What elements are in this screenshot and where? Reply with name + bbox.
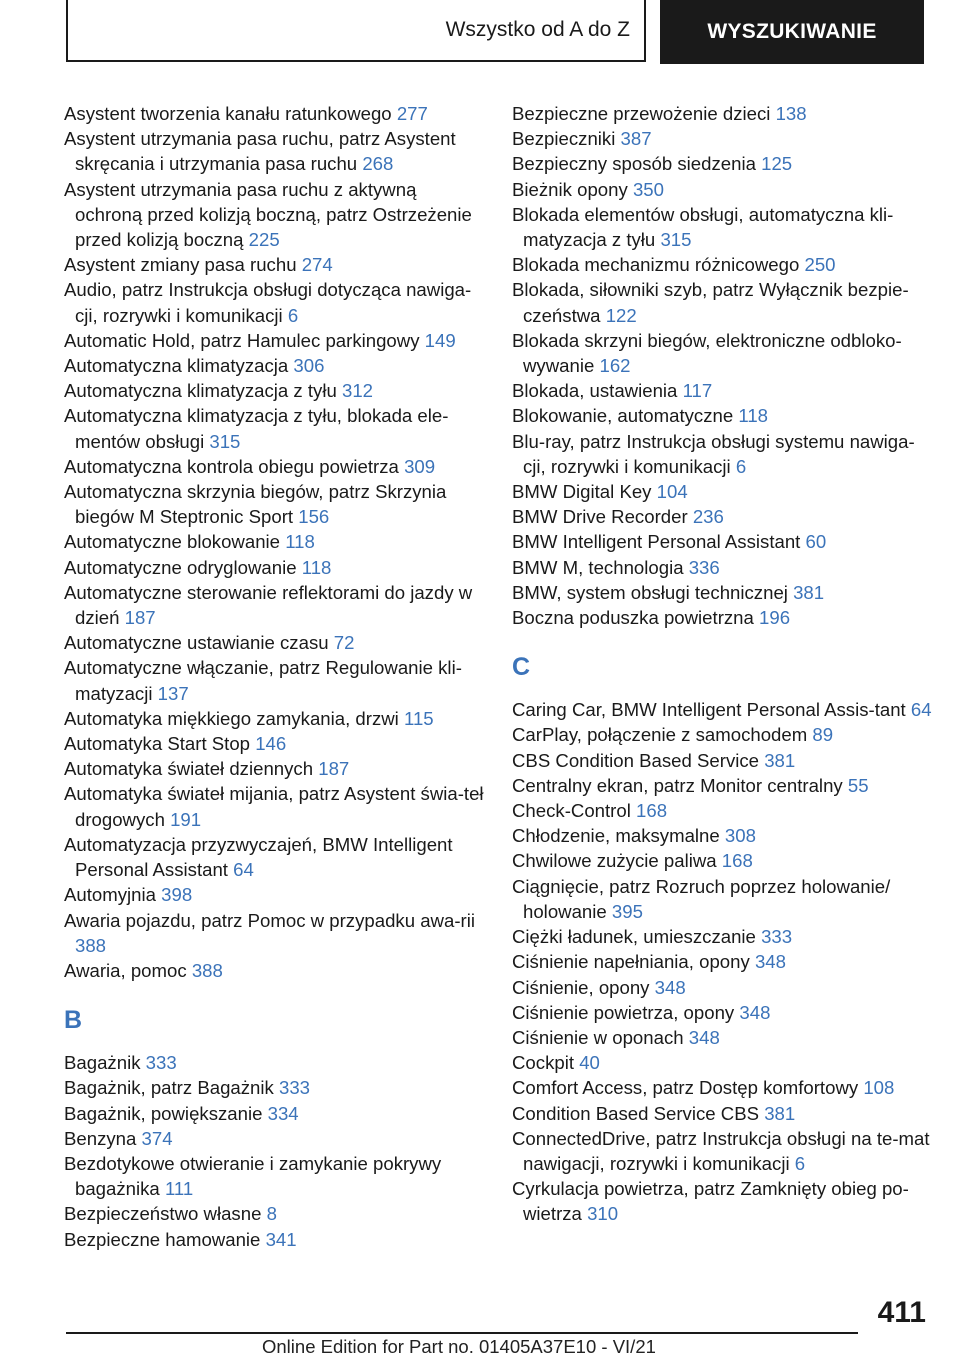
- index-entry: [64, 706, 484, 731]
- index-page-link[interactable]: 333: [279, 1077, 311, 1099]
- index-entry: [512, 479, 932, 504]
- index-page-link[interactable]: 236: [692, 506, 724, 528]
- index-entry-text: Bezdotykowe otwieranie i zamykanie pokrywy bagażnika: [64, 1152, 442, 1200]
- index-page-link[interactable]: 395: [611, 900, 643, 922]
- index-entry: [64, 580, 484, 630]
- index-entry-text: Awaria, pomoc: [64, 959, 187, 981]
- index-entry-text: BMW Drive Recorder: [512, 506, 688, 528]
- index-entry: [512, 874, 932, 924]
- index-entry: [64, 529, 484, 554]
- index-entry: [64, 630, 484, 655]
- index-entry-text: Automatyczna klimatyzacja z tyłu: [64, 380, 337, 402]
- index-entry-text: Automatyczna klimatyzacja: [64, 355, 289, 377]
- index-entry: [512, 151, 932, 176]
- index-page-link[interactable]: 274: [301, 254, 333, 276]
- index-entry: [512, 1176, 932, 1226]
- index-entry-text: BMW, system obsługi technicznej: [512, 581, 788, 603]
- index-entry: [512, 975, 932, 1000]
- index-page-link[interactable]: 312: [341, 380, 374, 402]
- index-entry: [64, 101, 484, 126]
- index-entry: [512, 126, 932, 151]
- index-entry-text: Audio, patrz Instrukcja obsługi dotycząca nawiga-cji, rozrywki i komunikacji: [64, 279, 472, 326]
- index-page-link[interactable]: 122: [605, 304, 637, 326]
- index-page-link[interactable]: 348: [654, 976, 686, 998]
- index-entry: [64, 403, 484, 453]
- index-page-link[interactable]: 146: [255, 733, 287, 755]
- index-page-link[interactable]: 398: [161, 884, 193, 906]
- index-entry-text: Automatyka Start Stop: [64, 733, 251, 755]
- index-entry-text: Chłodzenie, maksymalne: [512, 825, 720, 847]
- index-entry-text: Automatyczne odryglowanie: [64, 556, 297, 578]
- index-page-link[interactable]: 137: [157, 682, 189, 704]
- index-entry: [64, 908, 484, 958]
- index-entry-text: Asystent zmiany pasa ruchu: [64, 254, 297, 276]
- footer-divider: [66, 1332, 858, 1334]
- index-entry: [512, 1025, 932, 1050]
- index-entry: [512, 605, 932, 630]
- index-entry: [512, 429, 932, 479]
- index-page-link[interactable]: 64: [910, 699, 932, 721]
- index-entry-text: CBS Condition Based Service: [512, 749, 760, 771]
- index-entry-text: Check-Control: [512, 800, 631, 822]
- index-entry-text: BMW M, technologia: [512, 556, 684, 578]
- index-entry-text: Automatyzacja przyzwyczajeń, BMW Intelligent Personal Assistant: [64, 833, 453, 881]
- index-entry-text: Cockpit: [512, 1052, 575, 1074]
- index-entry: [512, 722, 932, 747]
- index-page-link[interactable]: 118: [301, 556, 332, 578]
- index-entry: [512, 378, 932, 403]
- index-entry: [64, 555, 484, 580]
- index-page-link[interactable]: 381: [764, 749, 796, 771]
- index-entry-text: Blokada mechanizmu różnicowego: [512, 254, 800, 276]
- index-page-link[interactable]: 310: [587, 1203, 619, 1225]
- index-entry: [64, 832, 484, 882]
- index-page-link[interactable]: 341: [265, 1228, 297, 1250]
- index-entry-text: Asystent tworzenia kanału ratunkowego: [64, 103, 392, 124]
- index-page-link[interactable]: 350: [632, 178, 664, 200]
- index-page-link[interactable]: 125: [761, 153, 793, 175]
- index-entry-text: ConnectedDrive, patrz Instrukcja obsługi na te-mat nawigacji, rozrywki i komunikacji: [512, 1127, 930, 1174]
- index-entry-text: Cyrkulacja powietrza, patrz Zamknięty obieg po-wietrza: [512, 1178, 909, 1225]
- index-entry-text: Boczna poduszka powietrzna: [512, 607, 754, 629]
- footer-edition: Online Edition for Part no. 01405A37E10 - VI/21: [262, 1336, 656, 1357]
- index-entry: [64, 655, 484, 705]
- index-entry-text: BMW Intelligent Personal Assistant: [512, 531, 801, 553]
- index-page-link[interactable]: 333: [145, 1052, 177, 1074]
- index-page-link[interactable]: 118: [285, 531, 315, 553]
- index-page-link[interactable]: 306: [293, 355, 325, 377]
- index-entry: [64, 126, 484, 176]
- index-entry: [64, 328, 484, 353]
- index-entry: [512, 177, 932, 202]
- index-entry-text: Automyjnia: [64, 884, 156, 906]
- index-page-link[interactable]: 40: [579, 1052, 600, 1074]
- index-entry: [64, 353, 484, 378]
- index-page-link[interactable]: 168: [636, 800, 668, 822]
- index-entry: [512, 1000, 932, 1025]
- index-entry: [512, 504, 932, 529]
- index-page-link[interactable]: 168: [721, 850, 753, 872]
- index-entry: [64, 731, 484, 756]
- index-entry: [512, 202, 932, 252]
- index-page-link[interactable]: 315: [209, 430, 241, 452]
- index-page-link[interactable]: 138: [775, 103, 807, 124]
- index-entry: [64, 1227, 484, 1252]
- index-entry: [512, 101, 932, 126]
- index-entry-text: Benzyna: [64, 1127, 137, 1149]
- index-page-link[interactable]: 149: [424, 329, 456, 351]
- index-entry-text: Automatyczne sterowanie reflektorami do jazdy w dzień: [64, 581, 473, 629]
- index-page-link[interactable]: 117: [682, 380, 713, 402]
- index-entry-text: Automatyczne blokowanie: [64, 531, 281, 553]
- index-entry-text: Bezpieczeństwo własne: [64, 1203, 262, 1225]
- index-page-link[interactable]: 72: [333, 632, 355, 654]
- index-entry-text: Automatyczne włączanie, patrz Regulowanie kli-matyzacji: [64, 657, 462, 704]
- index-entry: [64, 454, 484, 479]
- index-entry-text: Ciężki ładunek, umieszczanie: [512, 926, 756, 948]
- index-entry: [64, 1101, 484, 1126]
- index-entry-text: Asystent utrzymania pasa ruchu, patrz Asystent skręcania i utrzymania pasa ruchu: [64, 128, 456, 175]
- index-entry: [512, 580, 932, 605]
- index-entry-text: Asystent utrzymania pasa ruchu z aktywną ochroną przed kolizją boczną, patrz Ostrzeżenie przed kolizją boczną: [64, 178, 472, 251]
- index-page-link[interactable]: 348: [688, 1026, 720, 1048]
- index-entry: [512, 773, 932, 798]
- index-entry: [64, 756, 484, 781]
- index-entry-text: Comfort Access, patrz Dostęp komfortowy: [512, 1077, 859, 1099]
- index-page-link[interactable]: 333: [761, 926, 793, 948]
- index-page-link[interactable]: 381: [764, 1102, 796, 1124]
- index-page-link[interactable]: 6: [287, 304, 299, 326]
- index-entry: [64, 958, 484, 983]
- index-page-link[interactable]: 308: [724, 825, 756, 847]
- section-title: Wszystko od A do Z: [445, 18, 630, 41]
- search-tab[interactable]: [660, 0, 924, 64]
- index-page-link[interactable]: 108: [863, 1077, 895, 1099]
- index-page-link[interactable]: 225: [248, 229, 280, 251]
- index-entry: [512, 949, 932, 974]
- index-entry-text: Automatyka świateł mijania, patrz Asystent świa-teł drogowych: [64, 783, 484, 830]
- index-entry-text: Automatyka miękkiego zamykania, drzwi: [64, 707, 399, 729]
- index-entry-text: Ciśnienie, opony: [512, 976, 650, 998]
- index-entry: [512, 697, 932, 722]
- index-page-link[interactable]: 6: [735, 455, 747, 477]
- index-entry: [64, 781, 484, 831]
- index-entry: [512, 798, 932, 823]
- index-entry-text: Automatic Hold, patrz Hamulec parkingowy: [64, 329, 420, 351]
- index-page-link[interactable]: 55: [847, 774, 869, 796]
- index-entry-text: Ciśnienie napełniania, opony: [512, 951, 750, 973]
- index-entry: [512, 529, 932, 554]
- index-page-link[interactable]: 374: [141, 1127, 173, 1149]
- index-page-link[interactable]: 8: [266, 1203, 277, 1225]
- index-entry: [64, 479, 484, 529]
- index-entry-text: Bagażnik, patrz Bagażnik: [64, 1077, 274, 1099]
- index-letter-heading: B: [64, 1006, 83, 1035]
- section-title-tab[interactable]: [66, 0, 646, 62]
- index-entry: [64, 252, 484, 277]
- index-entry-text: Automatyczna skrzynia biegów, patrz Skrzynia biegów M Steptronic Sport: [64, 481, 447, 528]
- page-header: [66, 0, 924, 64]
- index-page-link[interactable]: 336: [688, 556, 720, 578]
- index-entry-text: Ciągnięcie, patrz Rozruch poprzez holowanie/ holowanie: [512, 875, 891, 922]
- index-column-left: [64, 101, 484, 1252]
- index-entry-text: Blokada elementów obsługi, automatyczna kli-matyzacja z tyłu: [512, 203, 894, 251]
- index-entry-text: Bieżnik opony: [512, 178, 628, 200]
- index-page-link[interactable]: 388: [75, 934, 107, 956]
- index-page-link[interactable]: 187: [318, 758, 350, 780]
- index-entry-text: Bezpieczne przewożenie dzieci: [512, 103, 771, 124]
- index-page-link[interactable]: 118: [738, 405, 769, 427]
- index-page-link[interactable]: 250: [804, 254, 836, 276]
- page-number: 411: [877, 1296, 926, 1329]
- index-page-link[interactable]: 60: [805, 531, 827, 553]
- index-entry: [512, 252, 932, 277]
- index-entry: [512, 328, 932, 378]
- index-entry: [64, 1075, 484, 1100]
- index-entry-text: Automatyczna kontrola obiegu powietrza: [64, 455, 399, 477]
- index-entry: [512, 748, 932, 773]
- index-entry-text: Blokada skrzyni biegów, elektroniczne odbloko-wywanie: [512, 329, 902, 377]
- index-entry-text: BMW Digital Key: [512, 481, 652, 503]
- index-entry-text: Blu-ray, patrz Instrukcja obsługi systemu nawiga-cji, rozrywki i komunikacji: [512, 430, 915, 477]
- index-entry: [64, 177, 484, 253]
- index-entry-text: Bezpieczne hamowanie: [64, 1228, 261, 1250]
- index-page-link[interactable]: 191: [170, 808, 202, 830]
- index-entry: [512, 403, 932, 428]
- index-entry-text: Caring Car, BMW Intelligent Personal Assis-tant: [512, 699, 906, 721]
- index-entry: [512, 277, 932, 327]
- index-page-link[interactable]: 334: [267, 1102, 299, 1124]
- index-entry: [64, 1151, 484, 1201]
- index-entry-text: Ciśnienie powietrza, opony: [512, 1001, 735, 1023]
- index-entry-text: Centralny ekran, patrz Monitor centralny: [512, 774, 843, 796]
- index-column-right: [512, 101, 932, 1227]
- index-entry-text: Condition Based Service CBS: [512, 1102, 760, 1124]
- index-page-link[interactable]: 187: [124, 607, 156, 629]
- index-entry-text: Automatyka świateł dziennych: [64, 758, 314, 780]
- index-page-link[interactable]: 6: [794, 1152, 806, 1174]
- index-letter-heading: C: [512, 653, 531, 682]
- index-entry-text: Bezpieczny sposób siedzenia: [512, 153, 756, 175]
- index-entry-text: Ciśnienie w oponach: [512, 1026, 684, 1048]
- index-entry-text: Blokada, siłowniki szyb, patrz Wyłącznik bezpie-czeństwa: [512, 279, 909, 326]
- index-page-link[interactable]: 111: [164, 1178, 194, 1200]
- index-entry-text: CarPlay, połączenie z samochodem: [512, 724, 808, 746]
- index-page-link[interactable]: 115: [404, 707, 434, 729]
- index-page-link[interactable]: 268: [362, 153, 394, 175]
- index-entry: [64, 277, 484, 327]
- index-entry-text: Blokada, ustawienia: [512, 380, 678, 402]
- index-entry-text: Awaria pojazdu, patrz Pomoc w przypadku awa-rii: [64, 909, 475, 931]
- index-entry-text: Bagażnik: [64, 1052, 141, 1074]
- index-page-link[interactable]: 277: [396, 103, 428, 124]
- index-page-link[interactable]: 64: [233, 859, 254, 881]
- index-page-link[interactable]: 196: [759, 607, 791, 629]
- index-entry: [512, 1101, 932, 1126]
- index-page-link[interactable]: 156: [298, 506, 330, 528]
- index-entry-text: Bagażnik, powiększanie: [64, 1102, 263, 1124]
- index-page-link[interactable]: 387: [620, 128, 652, 150]
- index-entry-text: Bezpieczniki: [512, 128, 616, 150]
- index-entry: [64, 1126, 484, 1151]
- index-page-link[interactable]: 309: [404, 455, 436, 477]
- index-entry: [512, 555, 932, 580]
- index-page-link[interactable]: 381: [793, 581, 825, 603]
- index-entry-text: Blokowanie, automatyczne: [512, 405, 734, 427]
- index-entry-text: Chwilowe zużycie paliwa: [512, 850, 717, 872]
- index-entry: [512, 823, 932, 848]
- index-page-link[interactable]: 388: [191, 959, 223, 981]
- index-page-link[interactable]: 104: [656, 481, 688, 503]
- index-entry: [64, 378, 484, 403]
- index-entry-text: Automatyczna klimatyzacja z tyłu, blokada ele-mentów obsługi: [64, 405, 449, 452]
- index-entry: [64, 1201, 484, 1226]
- index-entry: [512, 1126, 932, 1176]
- index-page-link[interactable]: 89: [812, 724, 834, 746]
- index-page-link[interactable]: 348: [754, 951, 786, 973]
- index-page-link[interactable]: 348: [739, 1001, 771, 1023]
- search-tab-label: WYSZUKIWANIE: [707, 20, 877, 43]
- index-entry: [512, 1050, 932, 1075]
- index-page-link[interactable]: 315: [660, 229, 692, 251]
- index-entry: [512, 1075, 932, 1100]
- index-entry: [512, 924, 932, 949]
- index-page-link[interactable]: 162: [599, 355, 631, 377]
- index-entry-text: Automatyczne ustawianie czasu: [64, 632, 329, 654]
- index-entry: [64, 882, 484, 907]
- index-entry: [512, 848, 932, 873]
- index-entry: [64, 1050, 484, 1075]
